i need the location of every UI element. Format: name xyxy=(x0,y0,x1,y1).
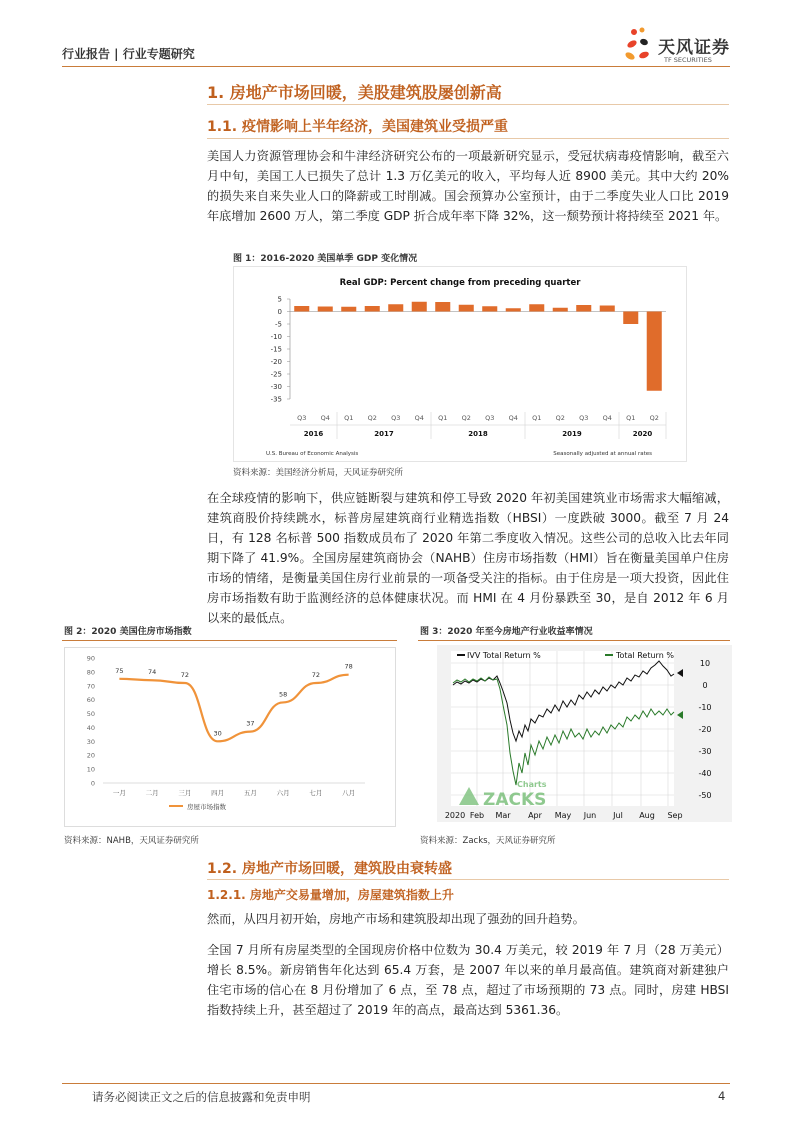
x-tick-label: Jul xyxy=(613,811,623,820)
y-tick-label: 0 xyxy=(90,779,95,788)
hmi-series-line xyxy=(119,675,348,742)
x-tick-label: Q2 xyxy=(367,414,377,422)
x-tick-label: 二月 xyxy=(145,789,159,797)
y-tick-label: 10 xyxy=(699,659,711,668)
hmi-chart xyxy=(64,647,396,827)
x-tick-label: Q4 xyxy=(602,414,612,422)
gdp-bar xyxy=(482,306,497,311)
x-tick-label: Apr xyxy=(528,811,542,820)
x-tick-label: 一月 xyxy=(112,789,126,797)
gdp-bar xyxy=(529,304,544,311)
data-label: 74 xyxy=(147,668,157,677)
data-label: 75 xyxy=(115,666,124,675)
gdp-chart xyxy=(233,266,687,462)
y-tick-label: -35 xyxy=(270,395,282,404)
page-number: 4 xyxy=(718,1089,726,1103)
figure-source: 资料来源：NAHB，天风证券研究所 xyxy=(64,836,199,846)
y-tick-label: -5 xyxy=(275,320,282,329)
x-tick-label: Feb xyxy=(469,811,485,820)
subsection-title-underline xyxy=(207,138,729,139)
y-tick-label: -25 xyxy=(270,370,282,379)
gdp-bar xyxy=(506,308,521,311)
paragraph: 全国 7 月所有房屋类型的全国现房价格中位数为 30.4 万美元，较 2019 年 7 月（28 万美元）增长 8.5%。新房销售年化达到 65.4 万套，是 2007 年以来的单月最高值。建筑商对新建独户住宅市场的信心在 8 月份增加了 6 点，至 78 点，超过了市场预期的 73 点。同时，房建 HBSI 指数持续上升，甚至超过了 2019 年的高点，最高达到 5361.36。 xyxy=(207,943,729,1017)
x-tick-label: 2020 xyxy=(444,811,466,820)
chart-footnote-adjust: Seasonally adjusted at annual rates xyxy=(553,451,652,457)
x-tick-label: Q2 xyxy=(461,414,471,422)
y-tick-label: 90 xyxy=(86,654,95,663)
figure-caption: 图 3：2020 年至今房地产行业收益率情况 xyxy=(420,627,593,637)
x-tick-label: Q3 xyxy=(579,414,589,422)
group-label: 2020 xyxy=(632,430,653,438)
x-tick-label: Q2 xyxy=(555,414,565,422)
figure-source: 资料来源：美国经济分析局，天风证券研究所 xyxy=(233,468,404,478)
gdp-bar xyxy=(600,306,615,312)
y-tick-label: 50 xyxy=(86,710,95,719)
gdp-bar xyxy=(647,312,662,391)
data-label: 72 xyxy=(311,671,321,679)
y-tick-label: 60 xyxy=(86,696,95,705)
gdp-bar xyxy=(576,305,591,312)
sub-subsection-title: 1.2.1. 房地产交易量增加，房屋建筑指数上升 xyxy=(207,888,454,902)
y-tick-label: 0 xyxy=(702,681,708,690)
footer-divider xyxy=(62,1083,730,1084)
y-tick-label: 0 xyxy=(277,308,282,316)
x-tick-label: 五月 xyxy=(243,789,257,797)
subsection-title-underline xyxy=(207,879,729,880)
paragraph: 在全球疫情的影响下，供应链断裂与建筑和停工导致 2020 年初美国建筑业市场需求大幅缩减，建筑商股价持续跳水，标普房屋建筑商行业精选指数（HBSI）一度跌破 3000。截至 7 月 24 日，有 128 名标普 500 指数成员布了 2020 年第二季度收入情况。这些公司的总收入比去年同期下降了 41.9%。全国房屋建筑商协会（NAHB）住房市场指数（HMI）旨在衡量美国单户住房市场的情绪，是衡量美国住房行业前景的一项备受关注的指标。由于住房是一项大投资，因此住房市场指数有助于监测经济的总体健康状况。而 HMI 在 4 月份暴跌至 30，是自 2012 年 6 月以来的最低点。 xyxy=(207,491,729,625)
data-label: 30 xyxy=(213,729,222,738)
gdp-bar xyxy=(459,305,474,312)
x-tick-label: 七月 xyxy=(309,789,323,797)
gdp-bar xyxy=(553,308,568,312)
y-tick-label: -10 xyxy=(698,703,712,712)
gdp-bar xyxy=(435,302,450,312)
group-label: 2019 xyxy=(562,430,582,438)
x-tick-label: 六月 xyxy=(276,789,290,797)
chart-title: Real GDP: Percent change from preceding quarter xyxy=(339,278,581,288)
gdp-bar xyxy=(388,304,403,311)
x-tick-label: Q4 xyxy=(508,414,518,422)
subsection-title: 1.2. 房地产市场回暖，建筑股由衰转盛 xyxy=(207,861,452,877)
x-tick-label: 三月 xyxy=(178,789,192,797)
x-tick-label: Q1 xyxy=(626,414,636,422)
chart-footnote-source: U.S. Bureau of Economic Analysis xyxy=(266,451,359,457)
logo-text: 天风证券 xyxy=(658,38,730,58)
section-title: 1. 房地产市场回暖，美股建筑股屡创新高 xyxy=(207,83,502,102)
logo-mark-icon xyxy=(620,24,660,64)
x-tick-label: Q1 xyxy=(438,414,448,422)
x-tick-label: Aug xyxy=(639,811,655,820)
y-tick-label: 40 xyxy=(86,723,95,732)
x-tick-label: Q3 xyxy=(391,414,401,422)
x-tick-label: 八月 xyxy=(342,789,356,797)
x-tick-label: Q4 xyxy=(320,414,330,422)
x-tick-label: Q4 xyxy=(414,414,424,422)
watermark: ZACKS xyxy=(483,790,547,810)
figure-caption-underline xyxy=(418,640,730,641)
x-tick-label: Q2 xyxy=(649,414,659,422)
y-tick-label: 30 xyxy=(86,737,95,746)
x-tick-label: Q3 xyxy=(485,414,495,422)
gdp-bar xyxy=(623,312,638,325)
watermark-small: Charts xyxy=(517,780,547,789)
y-tick-label: 10 xyxy=(86,765,95,774)
data-label: 72 xyxy=(180,671,190,679)
legend-label: 房屋市场指数 xyxy=(187,803,226,811)
x-tick-label: Mar xyxy=(495,811,511,820)
y-tick-label: 5 xyxy=(277,295,282,304)
disclaimer-text: 请务必阅读正文之后的信息披露和免责申明 xyxy=(92,1090,311,1104)
x-tick-label: Jun xyxy=(583,811,597,820)
gdp-bar xyxy=(412,302,427,312)
report-header: 行业报告 | 行业专题研究 xyxy=(62,47,195,61)
y-tick-label: -50 xyxy=(698,791,712,800)
y-tick-label: -30 xyxy=(270,383,282,391)
x-tick-label: Q1 xyxy=(532,414,542,422)
return-chart-svg xyxy=(437,645,732,822)
gdp-bar xyxy=(294,306,309,312)
y-tick-label: -20 xyxy=(698,725,712,734)
gdp-bar xyxy=(365,306,380,312)
x-tick-label: Q1 xyxy=(344,414,354,422)
x-tick-label: Q3 xyxy=(297,414,307,422)
y-tick-label: 70 xyxy=(86,682,95,691)
data-label: 58 xyxy=(278,690,288,699)
hmi-chart-svg xyxy=(65,648,395,826)
figure-caption-underline xyxy=(62,640,397,641)
legend-ivv: IVV Total Return % xyxy=(467,651,541,660)
figure-caption: 图 2：2020 美国住房市场指数 xyxy=(64,627,192,637)
legend-total: Total Return % xyxy=(616,651,674,660)
gdp-bar xyxy=(341,307,356,312)
x-tick-label: Sep xyxy=(667,811,683,820)
figure-caption: 图 1：2016-2020 美国单季 GDP 变化情况 xyxy=(233,254,418,264)
data-label: 78 xyxy=(344,662,353,671)
logo-subtext: TF SECURITIES xyxy=(664,56,712,64)
y-tick-label: -10 xyxy=(270,333,282,341)
section-title-underline xyxy=(207,104,729,105)
figure-source: 资料来源：Zacks，天风证券研究所 xyxy=(420,836,556,846)
gdp-chart-svg xyxy=(234,267,686,461)
subsection-title: 1.1. 疫情影响上半年经济，美国建筑业受损严重 xyxy=(207,119,508,135)
y-tick-label: -40 xyxy=(698,769,712,778)
y-tick-label: 20 xyxy=(86,751,95,760)
group-label: 2016 xyxy=(303,430,324,438)
paragraph: 然而，从四月初开始，房地产市场和建筑股却出现了强劲的回升趋势。 xyxy=(207,912,585,926)
y-tick-label: -20 xyxy=(270,358,282,366)
y-tick-label: -30 xyxy=(698,747,712,756)
paragraph: 美国人力资源管理协会和牛津经济研究公布的一项最新研究显示，受冠状病毒疫情影响，截至六月中旬，美国工人已损失了总计 1.3 万亿美元的收入，平均每人近 8900 美元。其中大约 20%的损失来自来失业人口的降薪或工时削减。国会预算办公室预计，由于二季度失业人口比 2019 年底增加 2600 万人，第二季度 GDP 折合成年率下降 32%，这一颓势预计将持续至 2021 年。 xyxy=(207,149,729,223)
group-label: 2017 xyxy=(374,430,394,438)
group-label: 2018 xyxy=(468,430,488,438)
x-tick-label: 四月 xyxy=(211,789,225,797)
return-chart xyxy=(437,645,732,822)
gdp-bar xyxy=(318,307,333,312)
y-tick-label: 80 xyxy=(86,668,95,677)
y-tick-label: -15 xyxy=(270,345,282,354)
x-tick-label: May xyxy=(554,811,572,820)
data-label: 37 xyxy=(246,719,255,728)
